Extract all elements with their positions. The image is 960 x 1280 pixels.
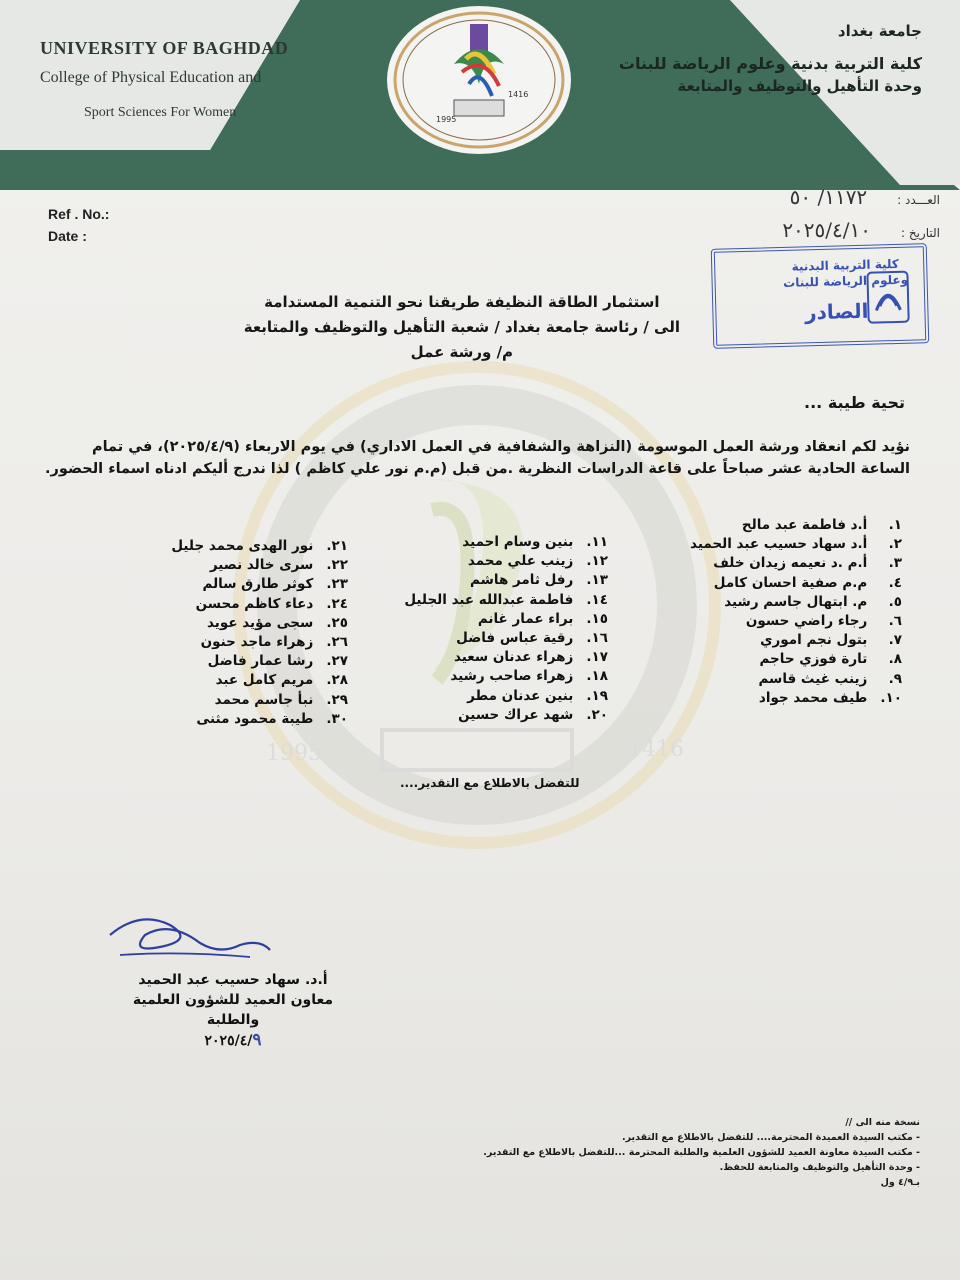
- document-meta: [782, 182, 940, 248]
- attendee-name: أ.د سهاد حسيب عبد الحميد: [690, 536, 868, 553]
- attendee-name: أ.د فاطمة عبد مالح: [741, 517, 868, 533]
- attendee-number: ١٨.: [586, 668, 608, 685]
- attendee-name: زينب علي محمد: [467, 553, 574, 570]
- attendee-item: [404, 591, 608, 610]
- attendee-number: ١١.: [586, 534, 608, 550]
- attendee-item: [690, 689, 902, 708]
- college-name-en-2: Sport Sciences For Women: [84, 105, 237, 120]
- attendee-number: ١٠.: [880, 689, 902, 706]
- attendee-number: ٤.: [888, 574, 902, 591]
- attendee-name: نبأ جاسم محمد: [214, 691, 314, 708]
- attendee-item: [404, 552, 608, 571]
- number-label: العـــدد :: [897, 193, 940, 207]
- attendee-number: ٦.: [888, 613, 902, 630]
- attendee-item: [171, 691, 348, 710]
- attendee-number: ٢٥.: [326, 614, 348, 631]
- attendees-column-1: [690, 516, 902, 708]
- attendee-item: [690, 670, 902, 689]
- attendee-item: [690, 554, 902, 573]
- header-arabic: [619, 22, 922, 95]
- handwritten-signature: [100, 905, 275, 975]
- attendee-name: شهد عراك حسين: [458, 706, 574, 723]
- unit-name-ar: وحدة التأهيل والتوظيف والمتابعة: [677, 77, 922, 95]
- attendee-number: ٢٤.: [326, 595, 348, 612]
- attendee-number: ١٢.: [586, 553, 608, 570]
- attendee-name: رجاء راضي حسون: [745, 613, 868, 630]
- signatory-block: [108, 970, 358, 1051]
- attendee-number: ١٤.: [586, 591, 608, 608]
- attendee-number: ٢٢.: [326, 557, 348, 574]
- attendee-number: ٢١.: [326, 538, 348, 554]
- attendee-name: زهراء عدنان سعيد: [453, 649, 574, 666]
- copies-heading: نسخة منه الى //: [845, 1117, 920, 1128]
- attendee-item: [404, 687, 608, 706]
- signatory-date-day: ٩: [252, 1030, 262, 1050]
- attendee-item: [690, 650, 902, 669]
- attendee-number: ٣٠.: [326, 710, 348, 727]
- stamp-outgoing-text: الصادر: [804, 298, 869, 325]
- stamp-college-text: كلية التربية البدنية وعلوم الرياضة للبنات: [782, 256, 909, 290]
- attendee-number: ١٥.: [586, 610, 608, 627]
- attendee-name: براء عمار غانم: [477, 610, 574, 627]
- number-value: ١١٧٢/ ٥٠: [789, 185, 868, 209]
- attendee-item: [171, 575, 348, 594]
- svg-text:1995: 1995: [266, 741, 322, 766]
- attendees-column-2: [404, 533, 608, 725]
- attendee-name: كوثر طارق سالم: [202, 576, 314, 593]
- stamp-seal-icon: [865, 270, 910, 325]
- attendee-name: مريم كامل عبد: [215, 672, 314, 689]
- attendee-item: [404, 571, 608, 590]
- signatory-title: معاون العميد للشؤون العلمية والطلبة: [132, 992, 334, 1028]
- subject-recipient: الى / رئاسة جامعة بغداد / شعبة التأهيل والتوظيف والمتابعة: [243, 318, 680, 336]
- copies-block: [200, 1115, 920, 1190]
- attendee-name: سرى خالد نصير: [209, 557, 314, 574]
- logo-year-ad: 1995: [436, 115, 457, 124]
- attendee-name: زهراء ماجد حنون: [200, 634, 314, 651]
- attendee-number: ١٣.: [586, 572, 608, 589]
- attendee-name: زهراء صاحب رشيد: [450, 668, 574, 685]
- ref-block: [48, 203, 109, 247]
- greeting: تحية طيبة ...: [804, 393, 905, 412]
- attendee-item: [171, 556, 348, 575]
- attendee-number: ١٦.: [586, 630, 608, 647]
- logo-year-h: 1416: [508, 90, 529, 99]
- attendee-item: [404, 667, 608, 686]
- attendee-name: زينب غيث قاسم: [758, 670, 868, 687]
- attendee-number: ٢٣.: [326, 576, 348, 593]
- date-label: التاريخ :: [900, 226, 940, 240]
- copies-item: - مكتب السيدة العميدة المحترمة.... للتفضل بالاطلاع مع التقدير.: [622, 1132, 920, 1143]
- signatory-date: [108, 1030, 358, 1051]
- attendee-item: [690, 612, 902, 631]
- attendee-name: فاطمة عبدالله عبد الجليل: [404, 591, 574, 608]
- attendee-item: [690, 574, 902, 593]
- subject-title: استثمار الطاقة النظيفة طريقنا نحو التنمية المستدامة: [264, 293, 660, 311]
- attendee-item: [404, 706, 608, 725]
- attendee-name: رفل ثامر هاشم: [470, 572, 574, 589]
- copies-item: - مكتب السيدة معاونة العميد للشؤون العلمية والطلبة المحترمة ...للتفضل بالاطلاع مع التقدير.: [483, 1147, 920, 1158]
- attendee-name: رشا عمار فاضل: [207, 653, 314, 670]
- attendee-item: [171, 633, 348, 652]
- attendee-name: دعاء كاظم محسن: [195, 595, 314, 612]
- attendee-number: ٢٧.: [326, 653, 348, 670]
- attendee-item: [404, 610, 608, 629]
- attendee-number: ٢.: [888, 536, 902, 553]
- date-value: ٢٠٢٥/٤/١٠: [782, 218, 871, 242]
- college-name-en: College of Physical Education and: [40, 69, 262, 86]
- subject-topic: م/ ورشة عمل: [410, 343, 514, 361]
- attendee-item: [171, 595, 348, 614]
- ref-number-label: Ref . No.:: [48, 206, 110, 222]
- attendee-item: [690, 516, 902, 535]
- attendees-column-3: [171, 537, 348, 729]
- attendee-item: [171, 614, 348, 633]
- attendee-item: [404, 648, 608, 667]
- body-paragraph: نؤيد لكم انعقاد ورشة العمل الموسومة (النزاهة والشفافية في العمل الاداري) في يوم الاربعاء (٢٠٢٥/٤/٩)، في تمام الساعة الحادية عشر صباحاً على قاعة الدراسات النظرية .من قبل (م.م نور علي كاظم ) لذا ندرج أليكم ادناه اسماء الحضور.: [45, 439, 910, 477]
- attendee-number: ٢٩.: [326, 691, 348, 708]
- signatory-date-prefix: ٢٠٢٥/٤/: [204, 1033, 253, 1049]
- attendee-name: أ.م .د نعيمه زيدان خلف: [713, 555, 868, 572]
- university-name-ar: جامعة بغداد: [837, 22, 922, 40]
- attendee-item: [690, 593, 902, 612]
- attendee-number: ١٩.: [586, 687, 608, 704]
- subject-block: [244, 290, 680, 365]
- attendee-item: [171, 652, 348, 671]
- attendee-name: بنين عدنان مطر: [467, 687, 574, 704]
- attendee-number: ٣.: [888, 555, 902, 572]
- college-logo: [384, 4, 574, 156]
- attendee-item: [404, 629, 608, 648]
- attendee-name: رقية عباس فاضل: [456, 630, 574, 647]
- attendee-name: سجى مؤيد عويد: [206, 614, 314, 631]
- attendee-number: ١.: [888, 517, 902, 533]
- attendee-item: [171, 537, 348, 556]
- attendee-number: ١٧.: [586, 649, 608, 666]
- signatory-name: أ.د. سهاد حسيب عبد الحميد: [138, 972, 328, 988]
- outgoing-stamp: [711, 243, 930, 349]
- acknowledgement-text: للتفضل بالاطلاع مع التقدير....: [400, 776, 580, 790]
- attendee-number: ٨.: [888, 651, 902, 668]
- attendee-number: ٢٠.: [586, 706, 608, 723]
- attendee-item: [171, 710, 348, 729]
- ref-date-label: Date :: [48, 228, 87, 244]
- attendee-number: ٩.: [888, 670, 902, 687]
- attendee-name: م. ابتهال جاسم رشيد: [724, 593, 868, 610]
- attendee-number: ٢٦.: [326, 634, 348, 651]
- attendee-number: ٥.: [888, 593, 902, 610]
- svg-text:1416: 1416: [628, 737, 684, 762]
- attendee-name: نور الهدى محمد جليل: [171, 538, 314, 554]
- attendee-name: تارة فوزي حاجم: [759, 651, 868, 668]
- header-english: [40, 38, 288, 121]
- attendee-name: طيبة محمود مثنى: [196, 710, 314, 727]
- college-name-ar: كلية التربية بدنية وعلوم الرياضة للبنات: [618, 54, 922, 73]
- attendee-number: ٢٨.: [326, 672, 348, 689]
- attendee-number: ٧.: [888, 632, 902, 649]
- attendee-item: [404, 533, 608, 552]
- attendee-name: بتول نجم اموري: [760, 632, 868, 649]
- attendee-item: [171, 671, 348, 690]
- attendee-name: طيف محمد جواد: [758, 689, 868, 706]
- attendee-item: [690, 631, 902, 650]
- attendee-item: [690, 535, 902, 554]
- copies-footer: بـ٤/٩ ول: [880, 1177, 920, 1188]
- university-name-en: UNIVERSITY OF BAGHDAD: [40, 38, 289, 58]
- copies-item: - وحدة التأهيل والتوظيف والمتابعة للحفظ.: [719, 1162, 920, 1173]
- attendee-name: بنين وسام احميد: [462, 534, 574, 550]
- attendee-name: م.م صفية احسان كامل: [713, 574, 868, 591]
